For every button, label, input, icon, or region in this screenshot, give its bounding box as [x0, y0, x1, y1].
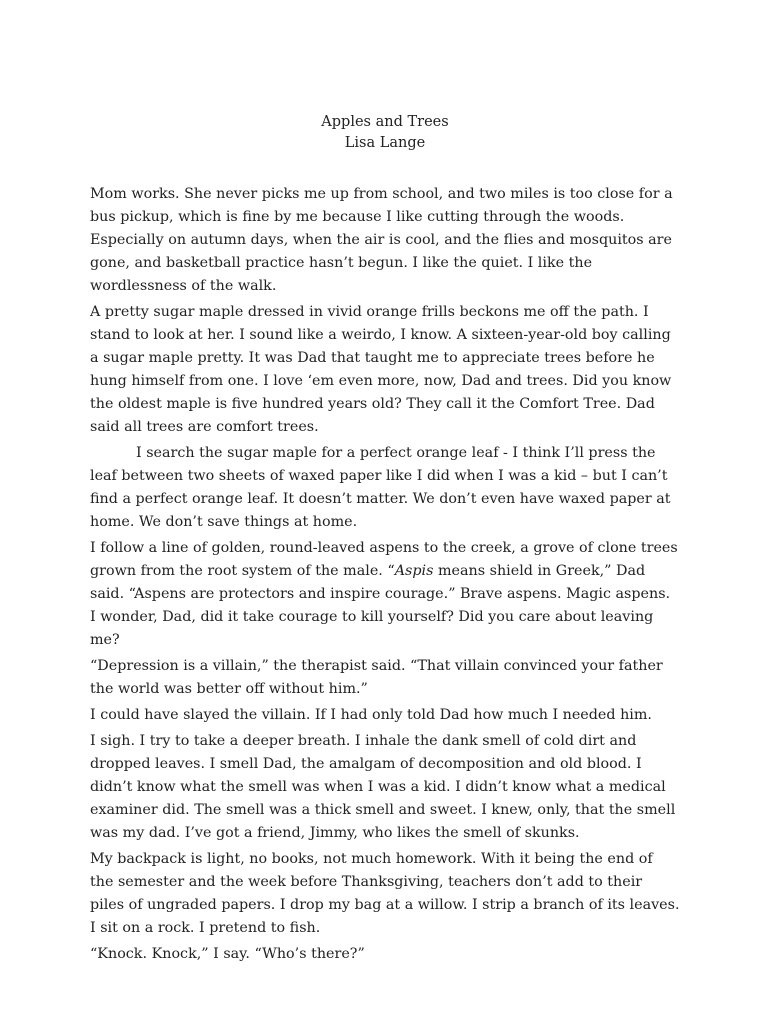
paragraph-7: I sigh. I try to take a deeper breath. I inhale the dank smell of cold dirt and dropped leaves. I smell Dad, the amalgam of decomposition and old blood. I didn’t know what the smell was when I was a kid. I didn’t know what a medical examiner did. The smell was a thick smell and sweet. I knew, only, that the smell was my dad. I’ve got a friend, Jimmy, who likes the smell of skunks.	[90, 733, 676, 841]
paragraph-4-end: means shield in Greek,” Dad said. “Aspens are protectors and inspire courage.” Brave aspens. Magic aspens. I wonder, Dad, did it take courage to kill yourself? Did you care about leaving me?	[90, 563, 671, 648]
paragraph-5: “Depression is a villain,” the therapist said. “That villain convinced your father the world was better off without him.”	[90, 658, 663, 697]
document-page	[90, 112, 680, 969]
author-name: Lisa Lange	[344, 135, 426, 151]
paragraph-8: My backpack is light, no books, not much homework. With it being the end of the semester and the week before Thanksgiving, teachers don’t add to their piles of ungraded papers. I drop my bag at a willow. I strip a branch of its leaves. I sit on a rock. I pretend to fish.	[90, 851, 680, 936]
story-title: Apples and Trees	[321, 114, 449, 130]
italic-word-aspis: Aspis	[394, 563, 434, 579]
paragraph-1: Mom works. She never picks me up from school, and two miles is too close for a bus pickup, which is fine by me because I like cutting through the woods. Especially on autumn days, when the air is cool, and the flies and mosquitos are gone, and basketball practice hasn’t begun. I like the quiet. I like the wordlessness of the walk.	[90, 186, 673, 294]
paragraph-6: I could have slayed the villain. If I had only told Dad how much I needed him.	[90, 707, 652, 723]
title-block	[90, 112, 680, 154]
paragraph-4	[90, 537, 680, 652]
paragraph-4-start: I follow a line of golden, round-leaved aspens to the creek, a grove of clone trees grown from the root system of the male. “	[90, 540, 678, 579]
paragraph-2: A pretty sugar maple dressed in vivid orange frills beckons me off the path. I stand to look at her. I sound like a weirdo, I know. A sixteen-year-old boy calling a sugar maple pretty. It was Dad that taught me to appreciate trees before he hung himself from one. I love ‘em even more, now, Dad and trees. Did you know the oldest maple is five hundred years old? They call it the Comfort Tree. Dad said all trees are comfort trees.	[90, 304, 672, 435]
paragraph-3: I search the sugar maple for a perfect orange leaf - I think I’ll press the leaf between two sheets of waxed paper like I did when I was a kid – but I can’t find a perfect orange leaf. It doesn’t matter. We don’t even have waxed paper at home. We don’t save things at home.	[90, 445, 671, 530]
paragraph-9: “Knock. Knock,” I say. “Who’s there?”	[90, 946, 365, 962]
